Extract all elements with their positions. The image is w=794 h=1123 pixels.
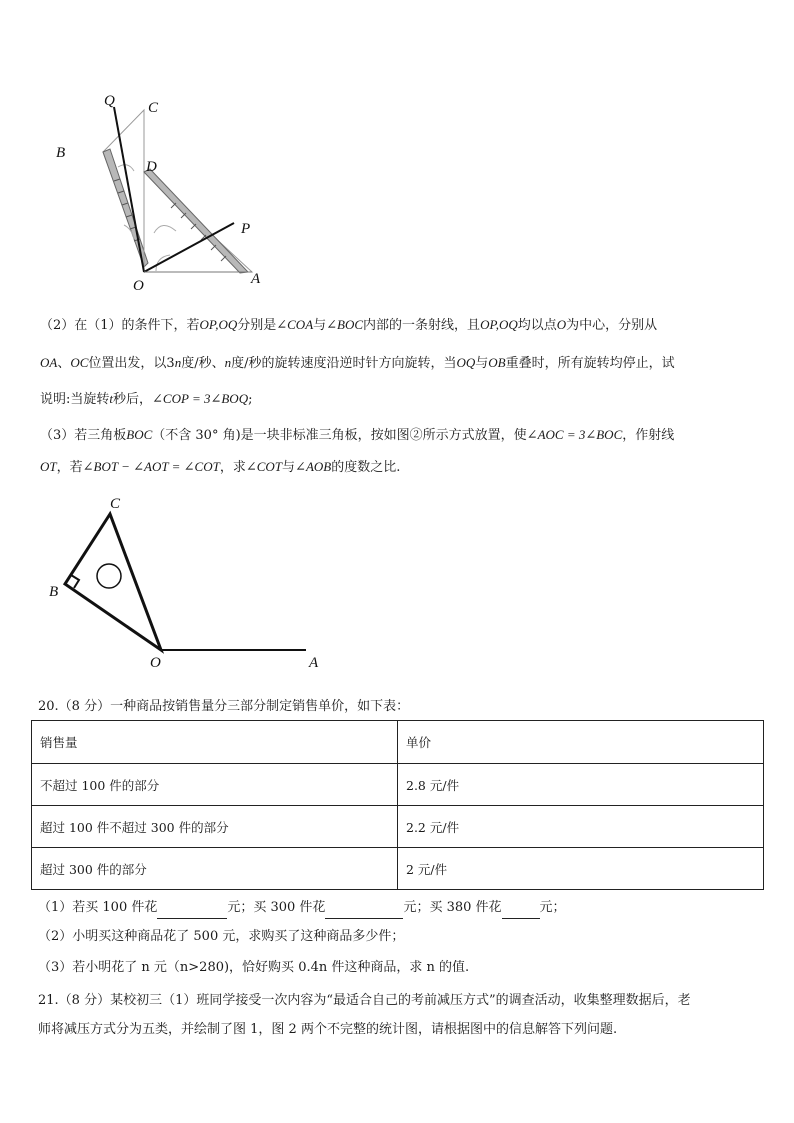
cell-quantity: 不超过 100 件的部分 [32,764,398,806]
q20-sub1 [38,898,758,919]
text: ，作射线 [622,428,675,443]
text: 均以点 [517,318,557,333]
text: 位置出发，以3 [88,356,175,371]
math: BOC [337,317,364,332]
header-unit-price: 单价 [398,721,764,764]
math: OT [40,459,57,474]
math: BOQ [221,391,249,406]
math: BOC [596,427,623,442]
text: 说明:当旋转 [40,392,110,407]
label-o: O [133,278,144,294]
table-row [32,806,764,848]
q21-line2: 师将减压方式分为五类，并绘制了图 1，图 2 两个不完整的统计图，请根据图中的信息解答下列问题. [38,1022,618,1037]
text: 度/秒的旋转速度沿逆时针方向旋转，当 [231,356,457,371]
cell-price: 2 元/件 [398,848,764,890]
text: 与 [475,356,489,371]
table-header-row [32,721,764,764]
text: 为中心，分别从 [566,318,658,333]
label-a: A [309,655,319,671]
math: O [556,317,567,332]
header-quantity: 销售量 [32,721,398,764]
cell-quantity: 超过 300 件的部分 [32,848,398,890]
cell-price: 2.8 元/件 [398,764,764,806]
math: COT [194,459,220,474]
figure-set-squares [40,85,280,295]
label-a: A [251,271,261,287]
answer-blank[interactable] [502,898,540,919]
text: 秒后，∠ [113,392,163,407]
cell-price: 2.2 元/件 [398,806,764,848]
text: 度/秒、 [181,356,225,371]
text: 元； [539,900,566,915]
text: 内部的一条射线，且 [363,318,481,333]
label-c: C [148,100,159,116]
table-row [32,764,764,806]
table-row [32,848,764,890]
text: 与∠ [282,460,306,475]
text: 元；买 300 件花 [227,900,326,915]
q20-sub2: （2）小明买这种商品花了 500 元，求购买了这种商品多少件； [38,929,405,944]
text: ，若∠ [56,460,94,475]
q21-line1: 21.（8 分）某校初三（1）班同学接受一次内容为“最适合自己的考前减压方式”的调查活动，收集整理数据后，老 [38,993,691,1008]
math: = 3∠ [563,427,597,442]
math: COA [287,317,314,332]
text: （3）若三角板 [40,428,127,443]
figure-triangle-boc [40,490,340,675]
text: 、 [57,356,71,371]
label-o: O [150,655,161,671]
cell-quantity: 超过 100 件不超过 300 件的部分 [32,806,398,848]
answer-blank[interactable] [157,898,227,919]
ruler-edge-da [144,169,251,273]
math: = ∠ [168,459,195,474]
math: OP,OQ [480,317,518,332]
text: 的度数之比. [331,460,401,475]
math: − ∠ [117,459,145,474]
q20-sub3: （3）若小明花了 n 元（n>280)，恰好购买 0.4n 件这种商品，求 n 的值. [38,960,470,975]
label-p: P [241,221,251,237]
label-d: D [146,159,157,175]
text: 元；买 380 件花 [403,900,502,915]
math: AOC [537,427,564,442]
math: = 3∠ [188,391,222,406]
text: ; [248,392,253,407]
text: 重叠时，所有旋转均停止，试 [505,356,675,371]
math: n [174,355,182,370]
label-b: B [49,584,59,600]
math: BOT [93,459,118,474]
math: n [224,355,232,370]
label-b: B [56,145,66,161]
math: t [109,391,114,406]
q20-title: 20.（8 分）一种商品按销售量分三部分制定销售单价，如下表： [38,699,410,714]
q19-part3 [40,425,760,477]
math: COT [256,459,283,474]
math: OB [488,355,506,370]
text: （不含 30° 角)是一块非标准三角板，按如图②所示方式放置，使∠ [152,428,538,443]
text: 与∠ [313,318,338,333]
label-q: Q [104,93,115,109]
triangle-hole [97,564,121,588]
math: AOT [144,459,169,474]
price-table [31,720,764,890]
text: （1）若买 100 件花 [38,900,158,915]
answer-blank[interactable] [325,898,403,919]
math: OA [40,355,58,370]
triangle-boc [65,514,161,650]
q19-part2 [40,315,760,409]
math: OP,OQ [199,317,238,332]
text: （2）在（1）的条件下，若 [40,318,200,333]
math: AOB [305,459,332,474]
label-c: C [110,496,121,512]
math: OC [70,355,89,370]
math: COP [162,391,189,406]
text: 分别是∠ [237,318,288,333]
math: OQ [456,355,476,370]
math: BOC [126,427,153,442]
right-angle-mark [71,575,79,588]
text: ，求∠ [219,460,257,475]
